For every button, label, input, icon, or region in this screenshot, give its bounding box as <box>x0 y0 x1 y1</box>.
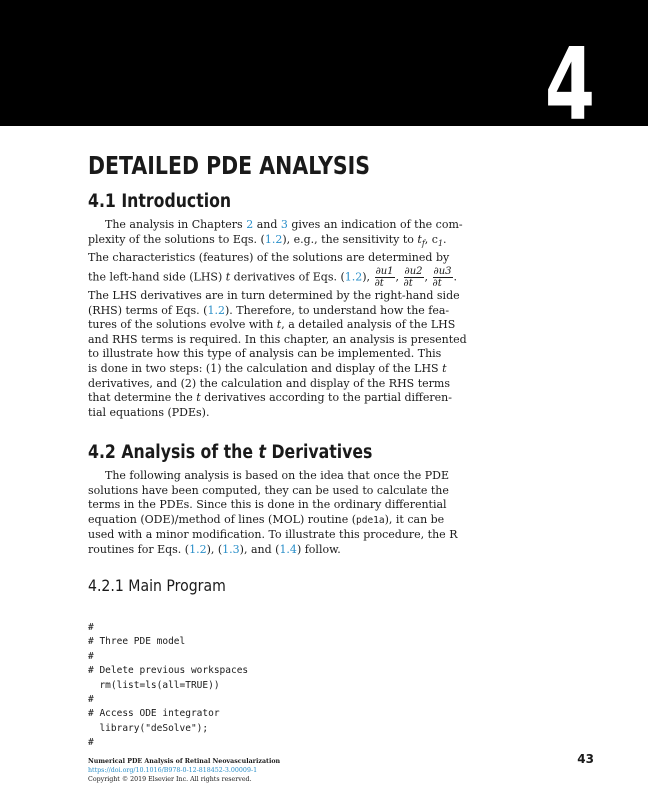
partial-derivative-fraction <box>404 266 424 289</box>
footer-copyright: Copyright © 2019 Elsevier Inc. All rights reserved. <box>88 776 252 783</box>
text-line <box>88 218 463 233</box>
text-run: solutions have been computed, they can be used to calculate the <box>88 483 449 497</box>
text-run: and RHS terms is required. In this chapter, an analysis is presented <box>88 332 467 346</box>
code-listing <box>88 621 248 751</box>
fraction-denominator: ∂t <box>403 277 413 289</box>
text-run: , c <box>424 232 438 246</box>
text-run: the left-hand side (LHS) <box>88 270 226 284</box>
cross-reference-link[interactable]: 1.2 <box>264 232 283 246</box>
code-line: library("deSolve"); <box>88 722 209 734</box>
cross-reference-link[interactable]: 1.2 <box>344 270 363 284</box>
cross-reference-link[interactable]: 1.3 <box>222 542 240 556</box>
text-line <box>88 332 467 348</box>
text-run: tial equations (PDEs). <box>88 405 210 419</box>
text-run: tures of the solutions evolve with <box>88 318 277 332</box>
math-variable: t <box>196 391 201 405</box>
footer-doi-link[interactable]: https://doi.org/10.1016/B978-0-12-818452-3.00009-1 <box>88 767 258 774</box>
code-line: # <box>88 622 94 633</box>
text-line <box>88 406 441 421</box>
math-variable: t <box>442 361 447 375</box>
code-line: # <box>88 737 94 749</box>
text-run: terms in the PDEs. Since this is done in the ordinary differential <box>88 498 447 512</box>
page-number: 43 <box>577 752 594 766</box>
math-variable: t <box>417 232 422 246</box>
text-run: plexity of the solutions to Eqs. ( <box>88 232 265 246</box>
text-run: The characteristics (features) of the solutions are determined by <box>88 251 450 265</box>
footer-citation <box>88 757 280 784</box>
introduction-paragraph <box>88 218 467 420</box>
text-run: (RHS) terms of Eqs. ( <box>88 303 208 317</box>
fraction-denominator: ∂t <box>374 277 384 289</box>
text-run: , <box>395 270 403 284</box>
text-run: derivatives of Eqs. ( <box>230 270 345 284</box>
text-line <box>88 251 450 266</box>
code-line: # Access ODE integrator <box>88 708 220 720</box>
cross-reference-link[interactable]: 3 <box>280 218 288 231</box>
footer-book-title: Numerical PDE Analysis of Retinal Neovascularization <box>88 758 281 765</box>
text-line <box>88 288 460 304</box>
math-subscript: f <box>421 238 425 248</box>
text-run: ) follow. <box>296 542 341 556</box>
text-line <box>88 361 447 377</box>
subsection-heading-main-program: 4.2.1 Main Program <box>88 576 226 595</box>
text-run: equation (ODE)/method of lines (MOL) routine ( <box>88 512 357 526</box>
fraction-numerator: ∂u1 <box>375 265 394 277</box>
section-heading-prefix: 4.2 Analysis of the <box>88 442 259 463</box>
section-heading-variable: t <box>258 442 267 463</box>
text-run: ), and ( <box>239 542 280 556</box>
text-run: ), ( <box>206 542 223 556</box>
partial-derivative-fraction <box>433 266 453 289</box>
text-run: routines for Eqs. ( <box>88 542 190 556</box>
text-run: ). Therefore, to understand how the fea- <box>224 303 450 317</box>
chapter-banner <box>0 0 648 143</box>
section-heading-introduction: 4.1 Introduction <box>88 191 232 212</box>
text-run: , <box>424 270 432 284</box>
cross-reference-link[interactable]: 1.2 <box>189 542 207 556</box>
text-run: and <box>253 218 281 231</box>
text-run: The following analysis is based on the idea that once the PDE <box>105 469 449 482</box>
text-run: that determine the <box>88 391 197 405</box>
code-line: # Three PDE model <box>88 636 186 648</box>
text-line <box>88 265 458 289</box>
math-subscript: 1 <box>437 238 444 248</box>
math-variable: t <box>276 318 282 332</box>
cross-reference-link[interactable]: 1.2 <box>207 303 225 317</box>
text-line <box>88 543 441 558</box>
text-run: gives an indication of the com- <box>287 218 463 231</box>
text-run: derivatives according to the partial differen- <box>200 391 452 405</box>
text-line <box>88 483 449 499</box>
text-run: ), e.g., the sensitivity to <box>282 232 418 246</box>
text-run: . <box>453 270 458 284</box>
inline-code: pde1a <box>356 514 385 526</box>
partial-derivative-fraction <box>375 266 395 289</box>
text-run: , a detailed analysis of the LHS <box>281 318 456 332</box>
text-run: to illustrate how this type of analysis can be implemented. This <box>88 347 442 361</box>
math-variable: t <box>225 270 231 284</box>
text-line <box>88 528 458 543</box>
text-line <box>88 347 441 362</box>
text-line <box>88 391 452 406</box>
cross-reference-link[interactable]: 1.4 <box>279 542 297 556</box>
text-line <box>88 303 450 319</box>
text-run: . <box>443 232 447 246</box>
text-run: is done in two steps: (1) the calculation and display of the LHS <box>88 361 443 375</box>
code-line: # <box>88 694 94 706</box>
text-line <box>88 512 445 529</box>
text-run: The LHS derivatives are in turn determined by the right-hand side <box>88 288 460 302</box>
text-line <box>88 498 447 513</box>
code-line: rm(list=ls(all=TRUE)) <box>88 679 220 691</box>
section-heading-t-derivatives <box>88 441 372 465</box>
text-run: used with a minor modification. To illustrate this procedure, the R <box>88 528 458 542</box>
text-run: The analysis in Chapters <box>105 218 247 231</box>
text-run: ), <box>362 270 374 284</box>
code-line: # Delete previous workspaces <box>88 665 249 677</box>
code-line: # <box>88 650 94 662</box>
text-line <box>88 318 456 333</box>
text-line <box>88 376 450 392</box>
fraction-numerator: ∂u2 <box>404 265 423 277</box>
section-heading-suffix: Derivatives <box>266 442 373 463</box>
cross-reference-link[interactable]: 2 <box>246 218 254 231</box>
t-derivatives-paragraph <box>88 469 458 558</box>
text-line <box>88 232 447 252</box>
fraction-denominator: ∂t <box>432 277 442 289</box>
chapter-title: DETAILED PDE ANALYSIS <box>88 151 371 180</box>
text-run: derivatives, and (2) the calculation and display of the RHS terms <box>88 376 450 390</box>
fraction-numerator: ∂u3 <box>433 265 452 277</box>
chapter-number: 4 <box>545 26 594 143</box>
text-line <box>88 469 449 484</box>
text-run: ), it can be <box>384 512 445 526</box>
